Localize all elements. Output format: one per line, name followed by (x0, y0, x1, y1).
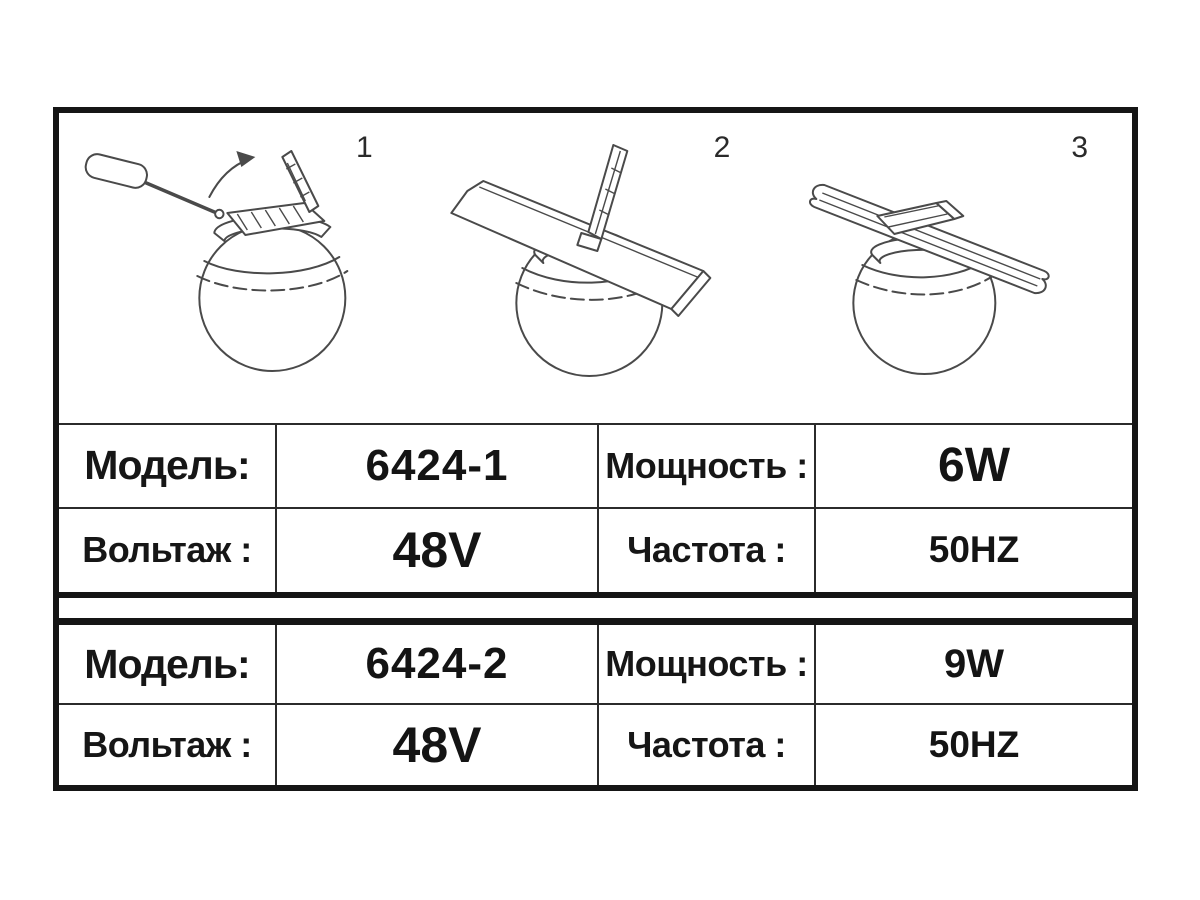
voltage-label: Вольтаж : (82, 724, 252, 765)
model-value: 6424-1 (365, 440, 509, 490)
step-number-1: 1 (355, 131, 373, 164)
model-label-cell (59, 425, 277, 509)
spec-table-6424-2 (59, 625, 1132, 785)
frequency-label-cell (599, 705, 816, 785)
power-value: 6W (938, 439, 1010, 493)
model-label-cell (59, 625, 277, 705)
voltage-value-cell (277, 705, 599, 785)
power-label-cell (599, 425, 816, 509)
model-value: 6424-2 (365, 639, 509, 688)
power-value: 9W (944, 641, 1004, 686)
power-label: Мощность : (605, 643, 808, 684)
model-label: Модель: (84, 640, 250, 687)
frequency-label-cell (599, 509, 816, 593)
model-value-cell (277, 625, 599, 705)
spec-table-6424-1 (59, 425, 1132, 592)
step-number-3: 3 (1071, 131, 1089, 164)
table-separator-band (59, 592, 1132, 625)
step-3 (774, 113, 1132, 423)
step-2 (417, 113, 775, 423)
power-label-cell (599, 625, 816, 705)
power-label: Мощность : (605, 444, 808, 486)
step-1 (59, 113, 417, 423)
spec-sheet-frame (53, 107, 1138, 791)
step-number-2: 2 (713, 131, 731, 164)
voltage-label: Вольтаж : (82, 529, 252, 571)
frequency-label: Частота : (627, 529, 786, 571)
voltage-value-cell (277, 509, 599, 593)
installation-steps-row (59, 113, 1132, 425)
voltage-value: 48V (392, 522, 482, 579)
frequency-value-cell (816, 509, 1132, 593)
frequency-label: Частота : (627, 724, 786, 765)
frequency-value: 50HZ (928, 724, 1020, 765)
voltage-label-cell (59, 705, 277, 785)
frequency-value: 50HZ (928, 529, 1020, 571)
voltage-label-cell (59, 509, 277, 593)
power-value-cell (816, 425, 1132, 509)
voltage-value: 48V (392, 717, 482, 773)
model-value-cell (277, 425, 599, 509)
power-value-cell (816, 625, 1132, 705)
model-label: Модель: (84, 442, 250, 489)
frequency-value-cell (816, 705, 1132, 785)
